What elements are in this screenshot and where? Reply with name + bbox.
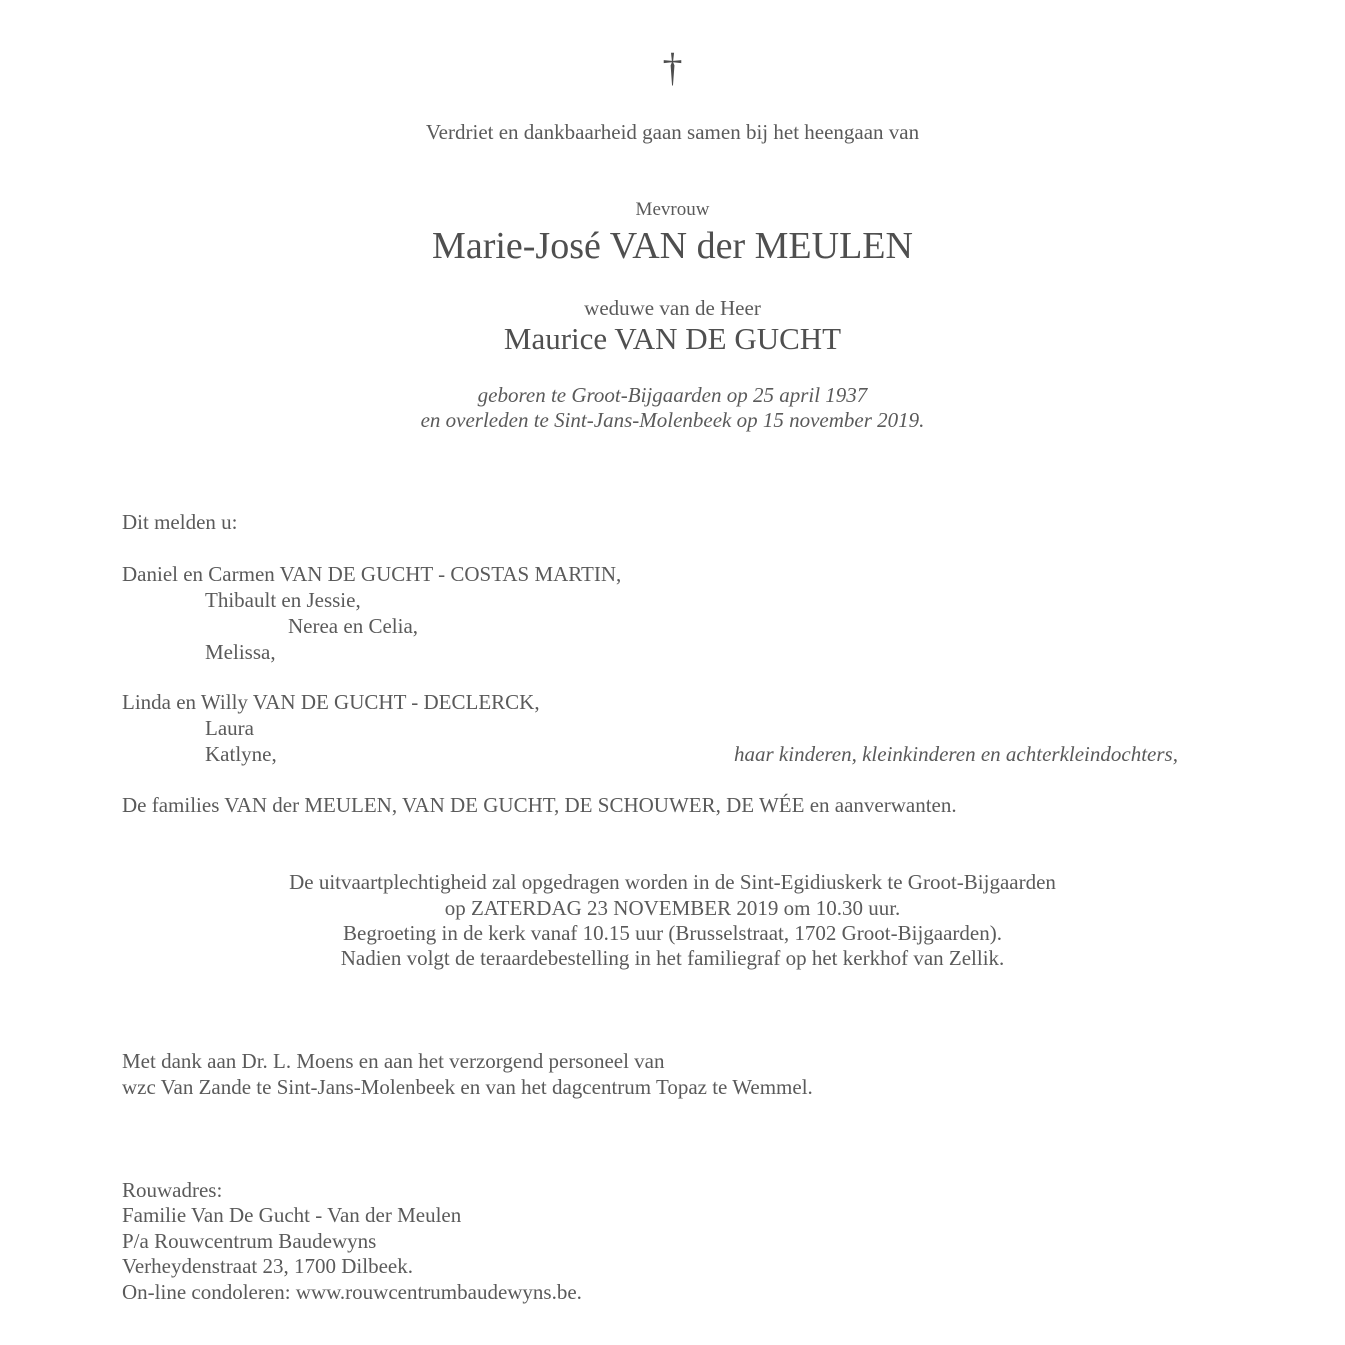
intro-text: Verdriet en dankbaarheid gaan samen bij het heengaan van [425, 120, 920, 144]
address-line-3: Verheydenstraat 23, 1700 Dilbeek. [122, 1254, 413, 1278]
family1-parents: Daniel en Carmen VAN DE GUCHT - COSTAS MARTIN, [122, 562, 622, 586]
address-line-4: On-line condoleren: www.rouwcentrumbaudewyns.be. [122, 1280, 582, 1304]
families-line: De families VAN der MEULEN, VAN DE GUCHT, DE SCHOUWER, DE WÉE en aanverwanten. [122, 793, 957, 817]
family2-child1: Laura [205, 716, 254, 740]
death-line: en overleden te Sint-Jans-Molenbeek op 15 november 2019. [420, 408, 925, 432]
family1-child2: Melissa, [205, 640, 276, 664]
funeral-line-1: De uitvaartplechtigheid zal opgedragen worden in de Sint-Egidiuskerk te Groot-Bijgaarden [289, 870, 1056, 894]
deceased-title: Mevrouw [635, 199, 710, 220]
address-label: Rouwadres: [122, 1178, 223, 1202]
cross-icon: † [662, 45, 683, 90]
spouse-label: weduwe van de Heer [584, 296, 761, 320]
birth-line: geboren te Groot-Bijgaarden op 25 april 1937 [477, 383, 868, 407]
address-line-1: Familie Van De Gucht - Van der Meulen [122, 1203, 462, 1227]
family2-child2: Katlyne, [205, 742, 277, 766]
thanks-line-1: Met dank aan Dr. L. Moens en aan het verzorgend personeel van [122, 1049, 665, 1073]
address-line-2: P/a Rouwcentrum Baudewyns [122, 1229, 377, 1253]
funeral-line-2: op ZATERDAG 23 NOVEMBER 2019 om 10.30 uur. [444, 896, 901, 920]
deceased-name: Marie-José VAN der MEULEN [432, 225, 913, 267]
funeral-line-4: Nadien volgt de teraardebestelling in het familiegraf op het kerkhof van Zellik. [340, 946, 1005, 970]
thanks-line-2: wzc Van Zande te Sint-Jans-Molenbeek en van het dagcentrum Topaz te Wemmel. [122, 1075, 813, 1099]
family2-parents: Linda en Willy VAN DE GUCHT - DECLERCK, [122, 690, 540, 714]
spouse-name: Maurice VAN DE GUCHT [503, 321, 842, 356]
funeral-line-3: Begroeting in de kerk vanaf 10.15 uur (Brusselstraat, 1702 Groot-Bijgaarden). [343, 921, 1002, 945]
family-role-text: haar kinderen, kleinkinderen en achterkleindochters, [734, 742, 1178, 766]
family1-grandchildren: Nerea en Celia, [288, 614, 419, 638]
family1-child1: Thibault en Jessie, [205, 588, 361, 612]
announcement-intro: Dit melden u: [122, 510, 238, 534]
